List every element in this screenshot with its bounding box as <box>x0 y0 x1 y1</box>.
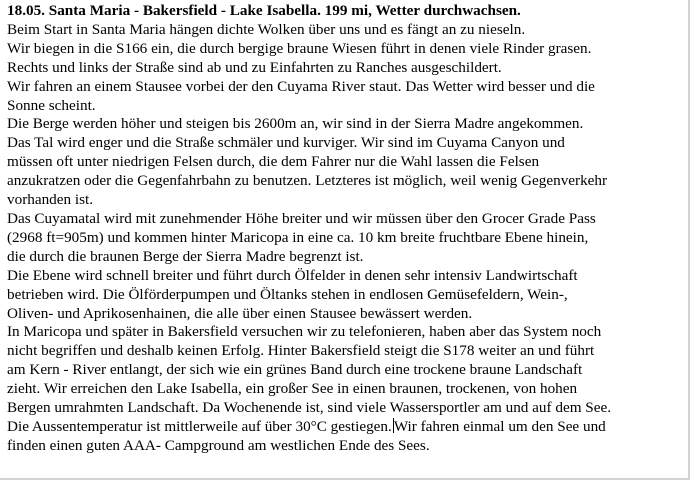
text-line: Bergen umrahmten Landschaft. Da Wochenende ist, sind viele Wassersportler am und auf dem See. <box>7 399 612 417</box>
text-line-with-cursor <box>7 418 684 437</box>
text-after-cursor: Wir fahren einmal um den See und <box>393 417 606 435</box>
text-line: Das Cuyamatal wird mit zunehmender Höhe breiter und wir müssen über den Grocer Grade Pass <box>7 209 596 227</box>
text-line: Oliven- und Aprikosenhainen, die alle über einen Stausee bewässert werden. <box>7 304 473 322</box>
text-line: zieht. Wir erreichen den Lake Isabella, ein großer See in einen braunen, trockenen, von hohen <box>7 380 578 398</box>
text-line: nicht begriffen und deshalb keinen Erfolg. Hinter Bakersfield steigt die S178 weiter an und führt <box>7 342 595 360</box>
text-line: am Kern - River entlangt, der sich wie ein grünes Band durch eine trockene braune Landschaft <box>7 361 583 379</box>
text-line: finden einen guten AAA- Campground am westlichen Ende des Sees. <box>7 436 430 454</box>
text-line: die durch die braunen Berge der Sierra Madre begrenzt ist. <box>7 247 364 265</box>
text-line: Sonne scheint. <box>7 96 96 114</box>
document-body <box>7 21 684 456</box>
text-line: (2968 ft=905m) und kommen hinter Maricopa in eine ca. 10 km breite fruchtbare Ebene hinein, <box>7 228 589 246</box>
window-edge <box>690 0 700 483</box>
text-line: vorhanden ist. <box>7 191 94 209</box>
text-line: müssen oft unter niedrigen Felsen durch, die dem Fahrer nur die Wahl lassen die Felsen <box>7 153 540 171</box>
text-before-cursor: Die Aussentemperatur ist mittlerweile auf über 30°C gestiegen. <box>7 417 392 435</box>
text-line: betrieben wird. Die Ölförderpumpen und Öltanks stehen in endlosen Gemüsefeldern, Wein-, <box>7 285 568 303</box>
document-title: 18.05. Santa Maria - Bakersfield - Lake Isabella. 199 mi, Wetter durchwachsen. <box>7 2 521 19</box>
text-line: Beim Start in Santa Maria hängen dichte Wolken über uns und es fängt an zu nieseln. <box>7 20 526 38</box>
text-line: Rechts und links der Straße sind ab und zu Einfahrten zu Ranches ausgeschildert. <box>7 58 502 76</box>
text-line: Die Berge werden höher und steigen bis 2600m an, wir sind in der Sierra Madre angekommen. <box>7 115 584 133</box>
text-line: anzukratzen oder die Gegenfahrbahn zu benutzen. Letzteres ist möglich, weil wenig Gegenverkehr <box>7 172 608 190</box>
text-line: Die Ebene wird schnell breiter und führt durch Ölfelder in denen sehr intensiv Landwirtschaft <box>7 266 578 284</box>
text-line: In Maricopa und später in Bakersfield versuchen wir zu telefonieren, haben aber das System noch <box>7 323 602 341</box>
text-line: Wir biegen in die S166 ein, die durch bergige braune Wiesen führt in denen viele Rinder grasen. <box>7 39 592 57</box>
text-line: Das Tal wird enger und die Straße schmäler und kurviger. Wir sind im Cuyama Canyon und <box>7 134 565 152</box>
text-line: Wir fahren an einem Stausee vorbei der den Cuyama River staut. Das Wetter wird besser und die <box>7 77 595 95</box>
